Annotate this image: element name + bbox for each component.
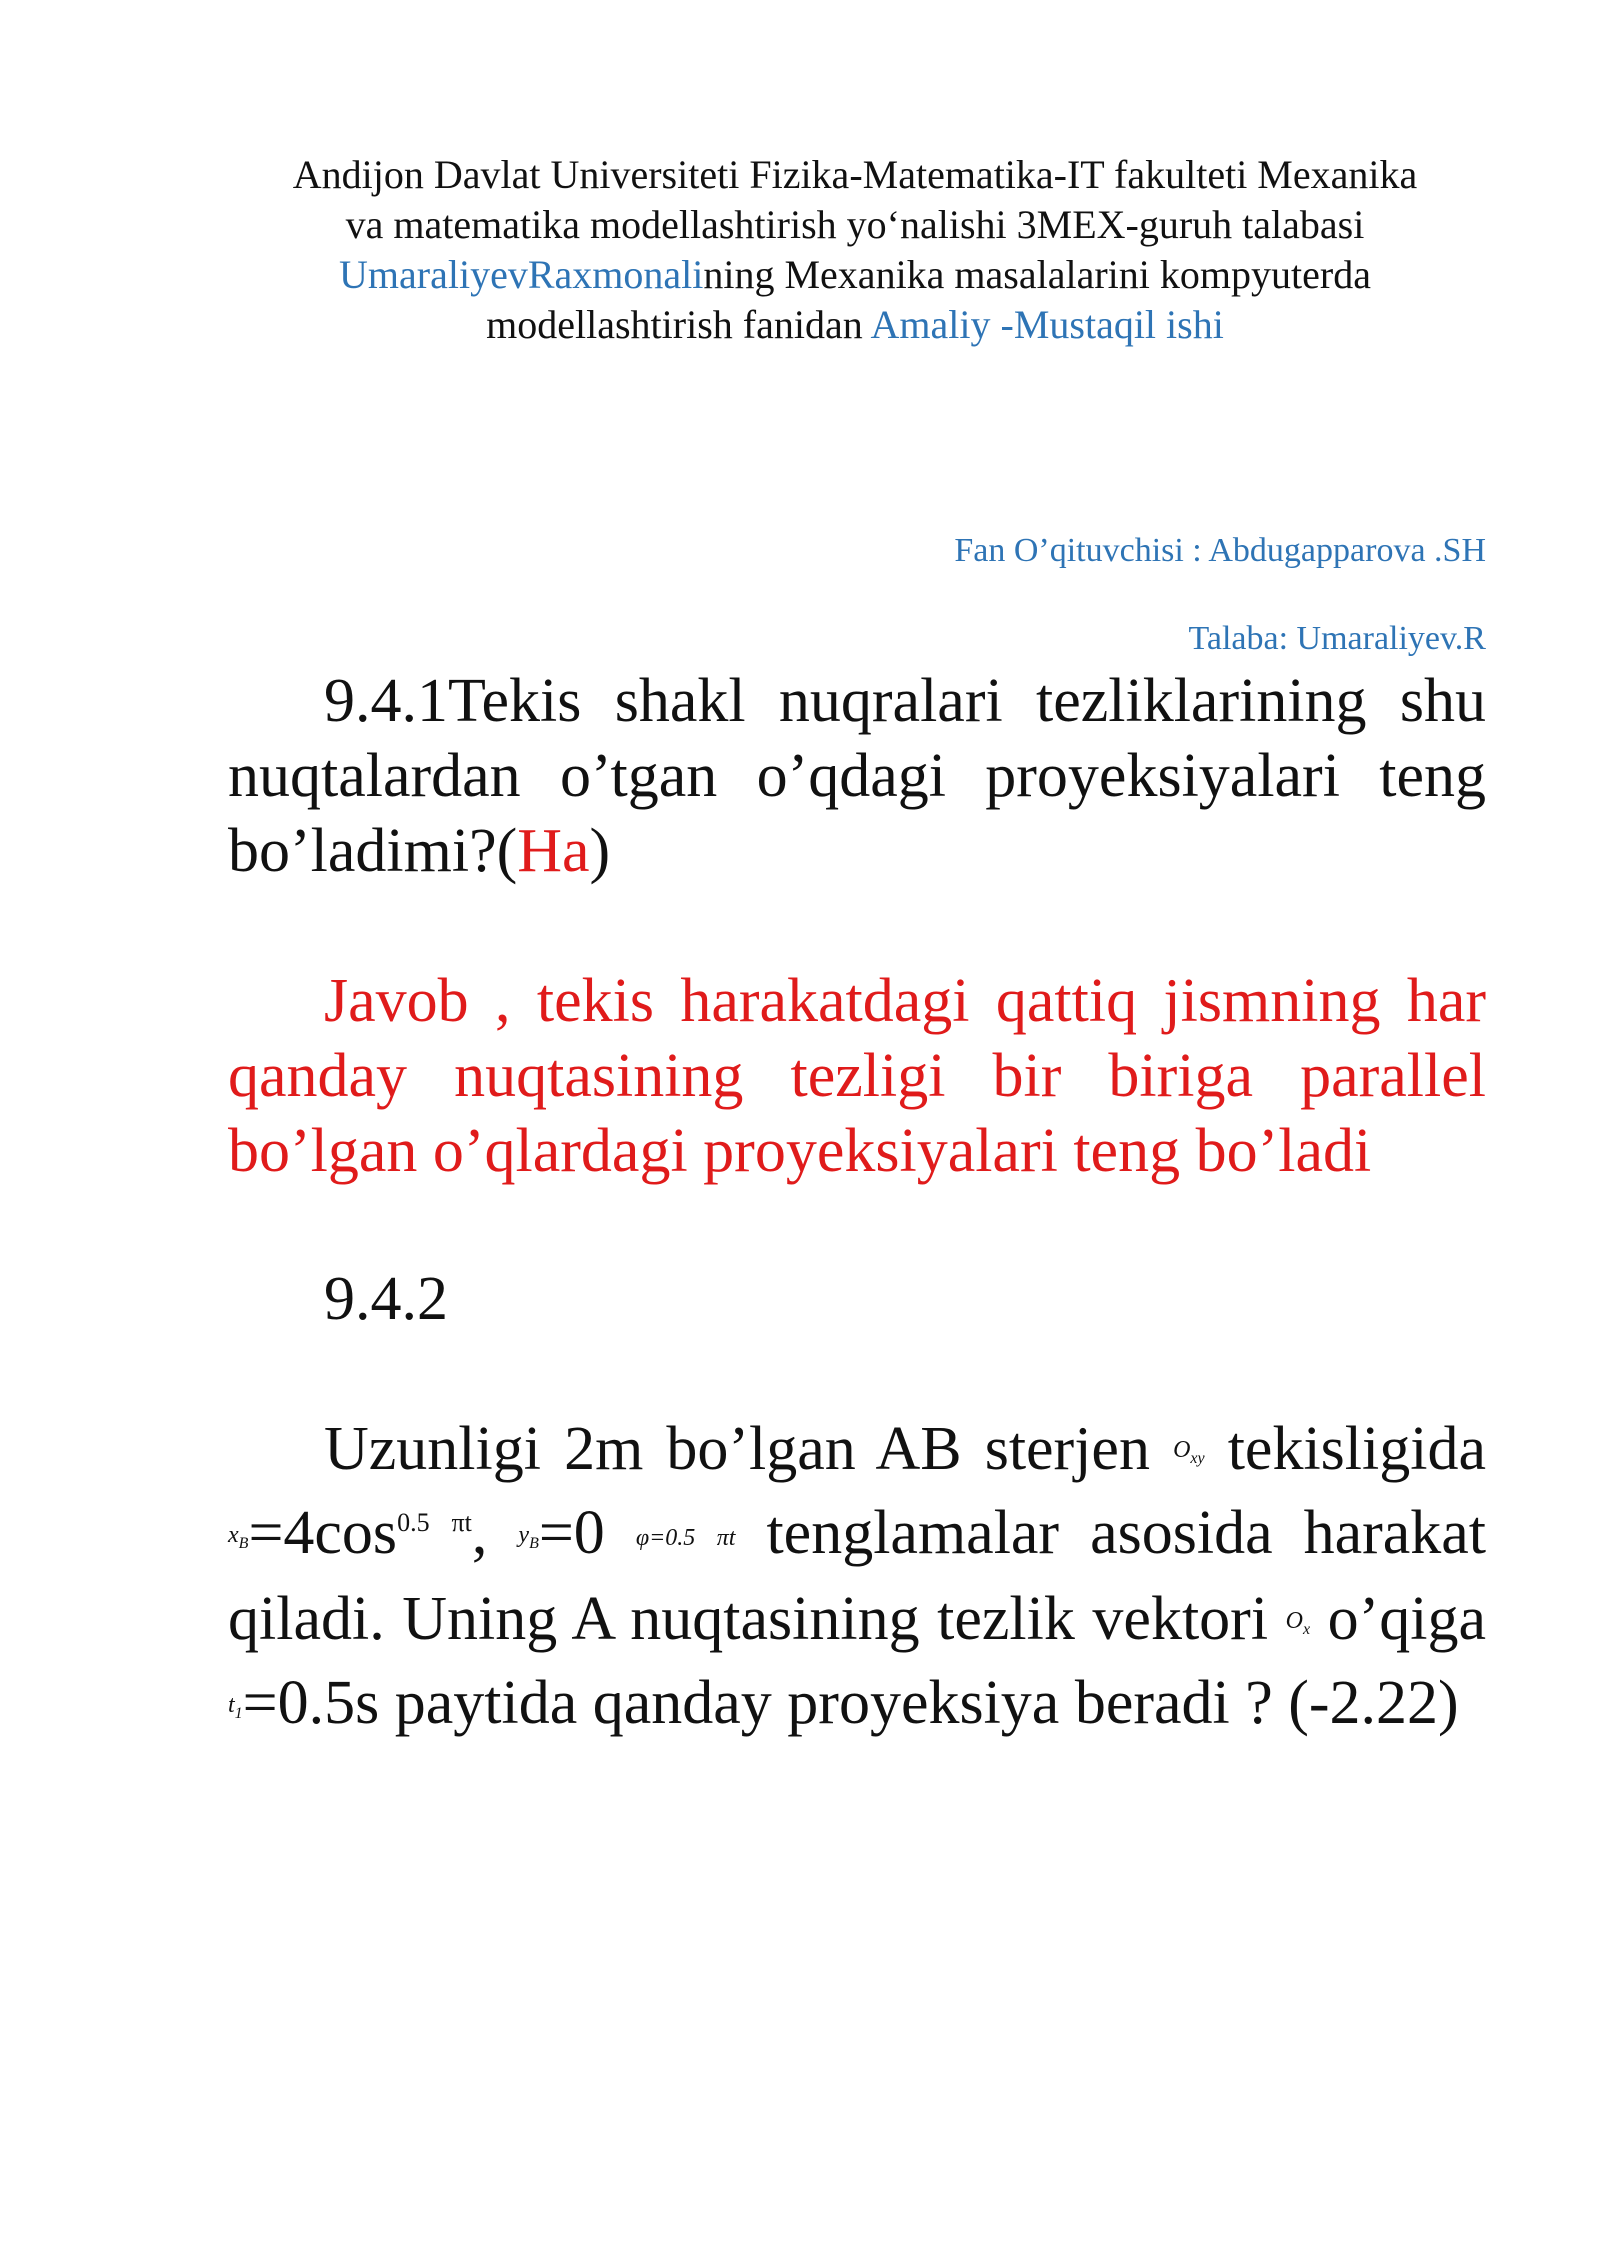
equation-yb-rhs: =0 [538,1499,636,1568]
question-2-number-text: 9.4.2 [324,1265,448,1333]
answer-1 [228,964,1486,1189]
question-1 [228,664,1486,889]
question-1-short-answer: Ha [517,817,590,885]
work-type-title: Amaliy -Mustaqil ishi [870,302,1224,347]
xb-symbol [228,1521,249,1552]
header-line-3-rest: ning Mexanika masalalarini kompyuterda [703,252,1371,297]
yb-sub: B [529,1534,539,1552]
equation-xb [228,1499,518,1567]
question-1-text: 9.4.1Tekis shakl nuqralari tezliklarining shu nuqtalardan o’tgan o’qdagi proyeksiyalari teng bo’ladimi?( [228,667,1486,885]
question-2-part-1: Uzunligi 2m bo’lgan AB sterjen [324,1415,1174,1483]
equation-xb-rhs: =4cos [248,1499,398,1568]
oxy-base: O [1173,1437,1191,1464]
equation-phi: φ=0.5 πt [635,1525,736,1552]
question-2-part-2: tekisligida [1204,1415,1487,1483]
question-2-part-4: o’qiga [1310,1585,1487,1654]
header-line-4-start: modellashtirish fanidan [486,302,871,347]
equation-comma: , [471,1499,519,1568]
equation-yb [518,1499,735,1567]
t1-symbol [228,1691,243,1722]
header-line-2: va matematika modellashtirish yo‘nalishi 3MEX-guruh talabasi [345,202,1365,247]
header-line-4 [240,300,1470,350]
yb-base: y [518,1521,530,1548]
question-1-close: ) [589,817,611,885]
ox-axis-symbol [1285,1607,1311,1638]
header-line-3 [240,250,1470,300]
question-2-part-5: =0.5s paytida qanday proyeksiya beradi ? (-2.22) [242,1669,1459,1738]
teacher-line: Fan O’qituvchisi : Abdugapparova .SH [954,532,1486,569]
header-line-1: Andijon Davlat Universiteti Fizika-Matematika-IT fakulteti Mexanika [292,152,1418,197]
t1-sub: 1 [234,1704,243,1722]
ox-sub: x [1302,1620,1311,1638]
oxy-plane-symbol [1173,1437,1205,1468]
question-2 [228,1412,1486,1750]
ox-base: O [1285,1607,1303,1634]
question-2-part-3: tenglamalar asosida harakat qiladi. Uning A nuqtasining tezlik vektori [228,1499,1487,1654]
student-line: Talaba: Umaraliyev.R [1188,620,1486,657]
xb-base: x [228,1521,239,1548]
answer-1-text: Javob , tekis harakatdagi qattiq jismning har qanday nuqtasining tezligi bir biriga parallel bo’lgan o’qlardagi proyeksiyalari teng bo’ladi [228,967,1486,1185]
question-2-number [228,1262,1486,1337]
t1-base: t [228,1691,235,1718]
oxy-sub: xy [1190,1450,1205,1468]
document-header [240,150,1470,350]
yb-symbol [518,1521,539,1552]
equation-xb-argument: 0.5 πt [397,1508,472,1538]
xb-sub: B [238,1534,249,1552]
student-full-name: UmaraliyevRaxmonali [339,252,704,297]
